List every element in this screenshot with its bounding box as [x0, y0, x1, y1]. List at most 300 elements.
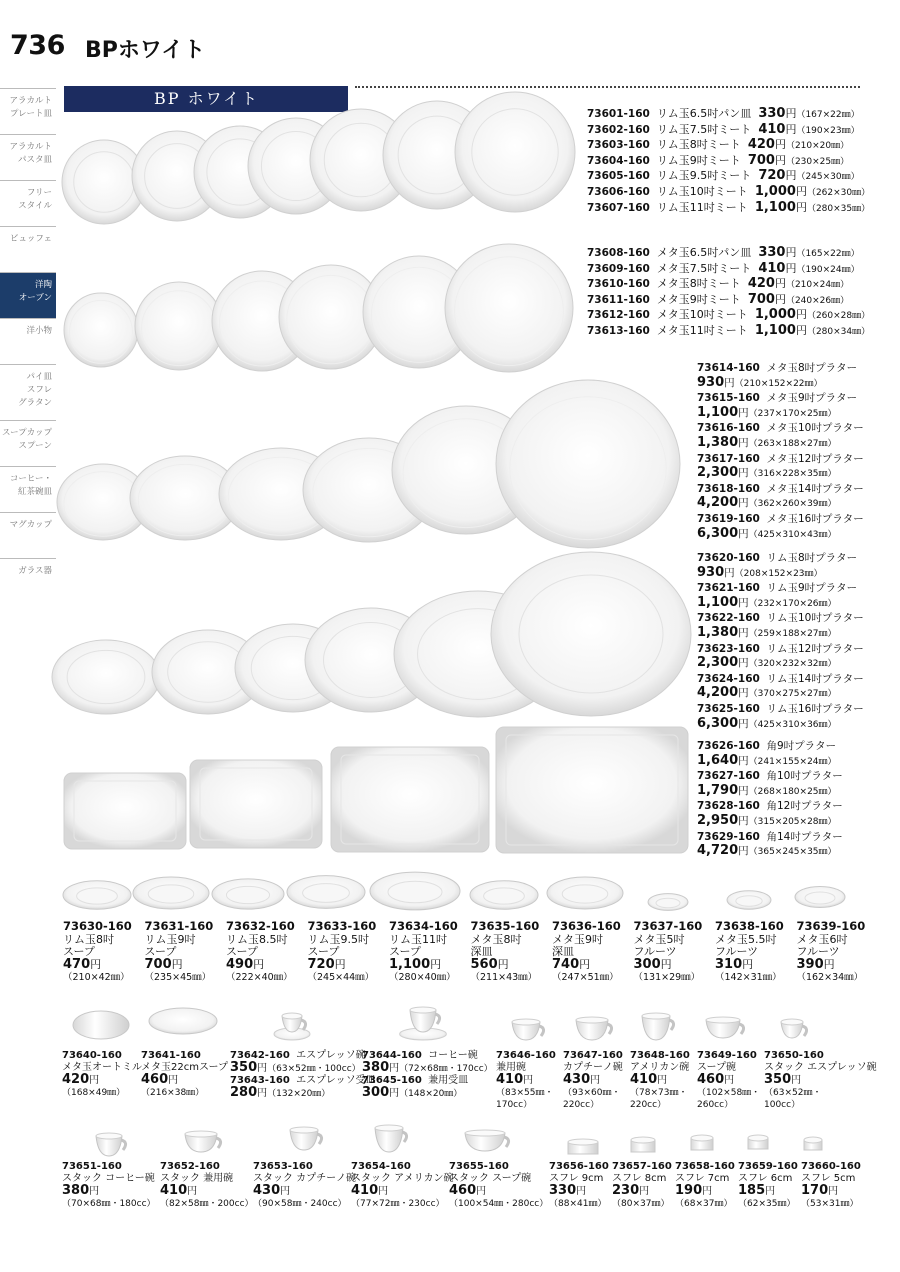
product-name: メタ玉6.5吋パン皿 [656, 246, 752, 259]
product-type: フルーツ [633, 945, 677, 958]
dimensions: （162×34㎜） [796, 972, 864, 983]
spec-line [697, 406, 864, 422]
spec-line [587, 293, 870, 309]
yen: 円 [742, 957, 754, 971]
yen: 円 [774, 138, 786, 152]
dimensions: （63×52㎜・100cc） [267, 1064, 361, 1074]
product-item [308, 920, 388, 985]
cup-handle [504, 1137, 509, 1147]
cup-rim [576, 1017, 608, 1023]
cup-handle [121, 1140, 126, 1150]
cup-handle [402, 1132, 407, 1142]
dimensions: （210×24㎜） [785, 280, 850, 291]
yen: 円 [378, 1186, 389, 1197]
dimensions: （263×188×27㎜） [748, 438, 837, 449]
spec-line [697, 376, 864, 392]
product-code: 73639-160 [796, 919, 866, 933]
yen: 円 [389, 1088, 400, 1099]
yen: 円 [738, 754, 749, 767]
spec-line [587, 308, 870, 324]
product-code: 73629-160 [697, 830, 760, 843]
price: 410 [758, 260, 786, 276]
price: 4,200 [697, 495, 739, 511]
spec-line [697, 754, 843, 770]
square-platter-image [331, 747, 489, 852]
dimensions: （165×22㎜） [796, 249, 860, 259]
product-type: スープ [307, 945, 340, 958]
spec-line [697, 830, 843, 845]
yen: 円 [660, 957, 672, 971]
product-item [738, 1161, 798, 1210]
dimensions: （315×205×28㎜） [748, 816, 837, 827]
price: 380 [362, 1060, 390, 1075]
price: 190 [675, 1183, 703, 1198]
price: 185 [738, 1183, 766, 1198]
spec-line [587, 154, 870, 170]
cup-rim [642, 1013, 670, 1019]
product-code: 73627-160 [697, 770, 760, 783]
sidebar-item[interactable]: フリー スタイル [0, 180, 56, 226]
cup-handle [669, 1020, 674, 1030]
product-code: 73642-160 [230, 1050, 290, 1061]
yen: 円 [639, 1186, 650, 1197]
product-code: 73650-160 [764, 1050, 824, 1061]
product-item [449, 1161, 548, 1210]
sidebar-item[interactable]: ガラス器 [0, 558, 56, 604]
soup-plate-well [77, 888, 118, 904]
cup-rim [96, 1133, 122, 1139]
spec-line [697, 611, 864, 626]
yen: 円 [785, 169, 797, 183]
product-name: スタック アメリカン碗 [351, 1173, 454, 1184]
product-item [63, 920, 143, 985]
price: 1,100 [754, 322, 796, 338]
price: 390 [796, 956, 824, 972]
cup-handle [216, 1138, 221, 1148]
product-code: 73644-160 [362, 1050, 422, 1061]
product-name: カプチーノ碗 [563, 1062, 623, 1073]
price: 1,100 [389, 956, 431, 972]
product-item [675, 1161, 735, 1210]
yen: 円 [253, 957, 265, 971]
product-name: スタック スープ碗 [449, 1173, 532, 1184]
spec-line [697, 482, 864, 497]
yen: 円 [785, 107, 797, 120]
dimensions: （241×155×24㎜） [748, 756, 837, 767]
yen: 円 [738, 596, 749, 609]
product-item [141, 1050, 228, 1099]
yen: 円 [774, 153, 786, 167]
product-name: リム玉9.5吋 [307, 932, 369, 946]
cup-rim [282, 1013, 302, 1019]
product-code: 73618-160 [697, 482, 760, 495]
product-item [552, 920, 632, 985]
product-name: メタ玉8吋プラター [766, 362, 858, 374]
price: 6,300 [697, 715, 739, 731]
product-item [764, 1050, 877, 1111]
product-item [145, 920, 225, 985]
product-type: 深皿 [552, 945, 574, 958]
price: 1,380 [697, 624, 739, 640]
plate-image [455, 92, 575, 212]
square-platter-image [64, 773, 186, 849]
page-title: BPホワイト [85, 38, 206, 63]
dimensions: （53×31㎜） [801, 1199, 859, 1209]
dimensions: （370×275×27㎜） [748, 689, 837, 700]
product-code: 73636-160 [552, 919, 621, 933]
dimensions: （190×23㎜） [796, 125, 860, 136]
yen: 円 [89, 1186, 100, 1197]
product-item [563, 1050, 623, 1111]
spec-line [587, 246, 870, 262]
yen: 円 [702, 1186, 713, 1197]
yen: 円 [724, 1075, 735, 1086]
price: 2,950 [697, 812, 739, 828]
product-code: 73603-160 [587, 139, 650, 152]
product-item [496, 1050, 556, 1111]
sidebar-item[interactable]: 洋小物 [0, 318, 56, 364]
spec-line [697, 452, 864, 467]
sidebar-item[interactable]: スープカップ スプーン [0, 420, 56, 466]
product-item [160, 1161, 254, 1210]
price: 1,790 [697, 782, 739, 798]
yen: 円 [765, 1186, 776, 1197]
product-item [549, 1161, 609, 1210]
sidebar-item[interactable]: ビュッフェ [0, 226, 56, 272]
cup-handle [435, 1014, 440, 1024]
spec-list [697, 739, 843, 860]
plate-image [52, 640, 160, 714]
product-name: メタ玉8吋ミート [656, 277, 741, 291]
product-type: スープ [389, 945, 421, 958]
spec-line [587, 138, 870, 154]
dimensions: 100cc） [764, 1100, 801, 1110]
spec-list [697, 361, 864, 542]
product-item [389, 920, 469, 985]
yen: 円 [257, 1088, 268, 1099]
souffle-rim [691, 1135, 713, 1141]
sidebar-item[interactable]: アラカルト プレート皿 [0, 88, 56, 134]
product-name: リム玉9吋 [144, 932, 196, 946]
yen: 円 [774, 277, 786, 291]
soup-plate-well [656, 898, 680, 908]
product-name: メタ玉5.5吋 [715, 932, 777, 946]
product-name: スフレ 8cm [612, 1173, 667, 1184]
cup-rim [706, 1017, 740, 1023]
dimensions: （210×20㎜） [785, 141, 850, 152]
product-code: 73612-160 [587, 309, 650, 322]
product-code: 73640-160 [62, 1050, 122, 1061]
dimensions: （210×42㎜） [63, 972, 130, 983]
yen: 円 [590, 1075, 601, 1086]
price: 410 [630, 1072, 658, 1087]
price: 4,200 [697, 685, 739, 701]
cup-handle [317, 1134, 322, 1144]
product-name: リム玉14吋プラター [766, 672, 864, 685]
product-type: フルーツ [796, 945, 840, 958]
product-code: 73610-160 [587, 278, 650, 291]
price: 1,100 [697, 594, 739, 610]
dimensions: 170cc） [496, 1100, 533, 1110]
price: 1,100 [754, 199, 796, 215]
product-code: 73617-160 [697, 452, 760, 465]
product-name: メタ玉6吋 [796, 932, 848, 946]
product-name: コーヒー碗 [421, 1050, 478, 1061]
dimensions: （230×25㎜） [785, 156, 850, 167]
dimensions: （280×34㎜） [806, 326, 871, 337]
souffle-rim [804, 1137, 822, 1143]
product-item [634, 920, 714, 985]
product-name: リム玉11吋ミート [656, 200, 748, 214]
yen: 円 [738, 845, 749, 858]
product-item [797, 920, 877, 985]
product-name: メタ玉14吋プラター [766, 482, 864, 495]
spec-line [697, 656, 864, 672]
price: 460 [449, 1183, 477, 1198]
plate-image [135, 282, 223, 370]
product-item [62, 1050, 142, 1099]
yen: 円 [171, 957, 183, 971]
product-name: リム玉10吋ミート [656, 184, 748, 198]
soup-plate-well [736, 896, 762, 907]
spec-line [587, 185, 870, 201]
dimensions: （210×152×22㎜） [734, 378, 823, 389]
product-code: 73601-160 [587, 108, 650, 120]
dimensions: （167×22㎜） [796, 110, 860, 120]
product-name: スフレ 7cm [675, 1173, 730, 1184]
dimensions: （82×58㎜・200cc） [160, 1199, 254, 1209]
price: 470 [63, 956, 91, 972]
dimensions: （77×72㎜・230cc） [351, 1199, 445, 1209]
dimensions: （232×170×26㎜） [748, 598, 837, 609]
yen: 円 [738, 406, 749, 419]
cup-image [375, 1128, 403, 1152]
dimensions: （70×68㎜・180cc） [62, 1199, 156, 1209]
dimensions: （148×20㎜） [399, 1089, 463, 1099]
yen: 円 [280, 1186, 291, 1197]
product-code: 73606-160 [587, 185, 650, 198]
yen: 円 [774, 292, 786, 306]
spec-line [697, 642, 864, 657]
product-name: メタ玉オートミル [62, 1062, 142, 1073]
price: 330 [549, 1183, 577, 1198]
product-name: メタ玉11吋ミート [656, 323, 748, 337]
product-code: 73622-160 [697, 612, 760, 625]
price: 410 [496, 1072, 524, 1087]
dimensions: （280×35㎜） [806, 203, 871, 214]
yen: 円 [657, 1075, 668, 1086]
soup-plate-well [484, 888, 525, 904]
product-code: 73630-160 [63, 919, 132, 933]
product-name: 角10吋プラター [766, 770, 843, 783]
product-item [612, 1161, 672, 1210]
product-name: 兼用受皿 [421, 1075, 469, 1086]
product-code: 73643-160 [230, 1075, 290, 1086]
price: 4,720 [697, 843, 739, 859]
product-code: 73653-160 [253, 1161, 313, 1172]
yen: 円 [724, 376, 735, 389]
dimensions: （93×60㎜・ [563, 1088, 621, 1098]
yen: 円 [334, 957, 346, 971]
dimensions: （78×73㎜・ [630, 1088, 688, 1098]
spec-line [697, 596, 864, 612]
dimensions: （88×41㎜） [549, 1199, 607, 1209]
dimensions: （235×45㎜） [144, 972, 212, 983]
spec-line [587, 201, 870, 217]
price: 1,380 [697, 434, 739, 450]
price: 1,640 [697, 752, 739, 768]
sidebar-item[interactable]: コーヒー・ 紅茶碗皿 [0, 466, 56, 512]
product-name: 角14吋プラター [766, 830, 843, 843]
yen: 円 [791, 1075, 802, 1086]
product-code: 73659-160 [738, 1161, 798, 1172]
spec-line [697, 512, 864, 527]
product-code: 73623-160 [697, 642, 760, 655]
soup-plate-well [303, 884, 350, 903]
spec-line [587, 277, 870, 293]
yen: 円 [523, 1075, 534, 1086]
product-name: メタ玉22cmスープ [141, 1062, 228, 1073]
product-type: 深皿 [470, 945, 493, 958]
product-code: 73633-160 [307, 919, 377, 933]
spec-line [697, 686, 864, 702]
square-platter-image [496, 727, 688, 853]
product-name: スタック コーヒー碗 [62, 1173, 155, 1184]
dimensions: （247×51㎜） [552, 972, 619, 983]
price: 740 [552, 956, 580, 972]
price: 350 [230, 1060, 258, 1075]
dimensions: 220cc） [563, 1100, 600, 1110]
yen: 円 [738, 467, 749, 480]
product-name: メタ玉7.5吋ミート [656, 261, 752, 275]
product-code: 73619-160 [697, 512, 760, 525]
product-name: アメリカン碗 [630, 1062, 690, 1073]
price: 490 [226, 956, 254, 972]
yen: 円 [187, 1186, 198, 1197]
price: 410 [758, 121, 786, 137]
yen: 円 [738, 626, 749, 639]
price: 560 [470, 956, 498, 972]
product-name: メタ玉10吋ミート [656, 308, 748, 322]
price: 300 [633, 956, 661, 972]
dimensions: （365×245×35㎜） [748, 847, 837, 858]
dimensions: （90×58㎜・240cc） [253, 1199, 347, 1209]
spec-line [697, 799, 843, 814]
spec-line [587, 169, 870, 185]
dimensions: （260×28㎜） [806, 311, 871, 322]
price: 2,300 [697, 655, 739, 671]
price: 700 [747, 291, 775, 307]
product-code: 73613-160 [587, 324, 650, 337]
price: 460 [697, 1072, 725, 1087]
dimensions: 260cc） [697, 1100, 734, 1110]
dimensions: （72×68㎜・170cc） [399, 1064, 493, 1074]
product-item [715, 920, 795, 985]
price: 410 [160, 1183, 188, 1198]
spec-line [697, 844, 843, 860]
product-item [351, 1161, 453, 1210]
price: 930 [697, 374, 725, 390]
spec-line [697, 466, 864, 482]
plate-image [491, 552, 691, 716]
yen: 円 [90, 957, 102, 971]
product-name: リム玉12吋プラター [766, 642, 864, 655]
souffle-rim [631, 1137, 655, 1143]
price: 720 [307, 956, 335, 972]
dimensions: （425×310×43㎜） [748, 529, 837, 540]
spec-list [697, 551, 864, 732]
product-name: リム玉9吋プラター [766, 582, 858, 595]
cup-rim [375, 1125, 403, 1131]
yen: 円 [738, 527, 749, 540]
dimensions: （100×54㎜・280cc） [449, 1199, 549, 1209]
price: 720 [758, 168, 786, 184]
product-code: 73658-160 [675, 1161, 735, 1172]
cup-handle [607, 1024, 612, 1034]
sidebar-item[interactable]: パイ皿 スフレ グラタン [0, 364, 56, 420]
sidebar-item[interactable]: マグカップ [0, 512, 56, 558]
product-name: リム玉16吋プラター [766, 702, 864, 715]
product-code: 73620-160 [697, 552, 760, 564]
cup-handle [539, 1026, 544, 1036]
product-name: スープ碗 [697, 1062, 736, 1073]
yen: 円 [738, 657, 749, 670]
price: 930 [697, 564, 725, 580]
product-code: 73635-160 [470, 919, 540, 933]
product-name: リム玉7.5吋ミート [656, 122, 752, 136]
dimensions: （83×55㎜・ [496, 1088, 554, 1098]
product-name: メタ玉9吋ミート [656, 292, 741, 306]
price: 420 [747, 137, 775, 153]
dimensions: 220cc） [630, 1100, 667, 1110]
product-item [697, 1050, 760, 1111]
yen: 円 [738, 687, 749, 700]
sidebar-item[interactable]: アラカルト パスタ皿 [0, 134, 56, 180]
yen: 円 [168, 1075, 179, 1086]
sidebar-item[interactable]: 洋陶 オーブン [0, 272, 56, 318]
product-name: リム玉8.5吋 [226, 932, 288, 946]
product-code: 73602-160 [587, 123, 650, 136]
product-type: フルーツ [715, 945, 759, 958]
product-code: 73656-160 [549, 1161, 609, 1172]
product-name: エスプレッソ碗 [289, 1050, 366, 1061]
dimensions: （102×58㎜・ [697, 1088, 761, 1098]
price: 460 [141, 1072, 169, 1087]
spec-line [697, 672, 864, 687]
series-banner: BP ホワイト [64, 86, 348, 112]
product-code: 73608-160 [587, 247, 650, 259]
dimensions: （245×30㎜） [796, 172, 860, 183]
product-name: メタ玉8吋 [470, 932, 522, 946]
page-number: 736 [10, 30, 65, 61]
dimensions: （63×52㎜・ [764, 1088, 822, 1098]
product-item [362, 1050, 493, 1100]
product-code: 73604-160 [587, 154, 650, 167]
product-code: 73628-160 [697, 800, 760, 813]
product-name: リム玉11吋 [389, 932, 447, 946]
product-item [801, 1161, 861, 1210]
product-name: メタ玉9吋 [552, 932, 603, 946]
price: 1,000 [754, 307, 796, 323]
product-name: 角12吋プラター [766, 800, 843, 813]
yen: 円 [257, 1063, 268, 1074]
cup-rim [465, 1130, 505, 1136]
dimensions: （208×152×23㎜） [734, 568, 823, 579]
product-code: 73645-160 [362, 1075, 422, 1086]
yen: 円 [738, 497, 749, 510]
price: 1,100 [697, 404, 739, 420]
product-item [226, 920, 306, 985]
